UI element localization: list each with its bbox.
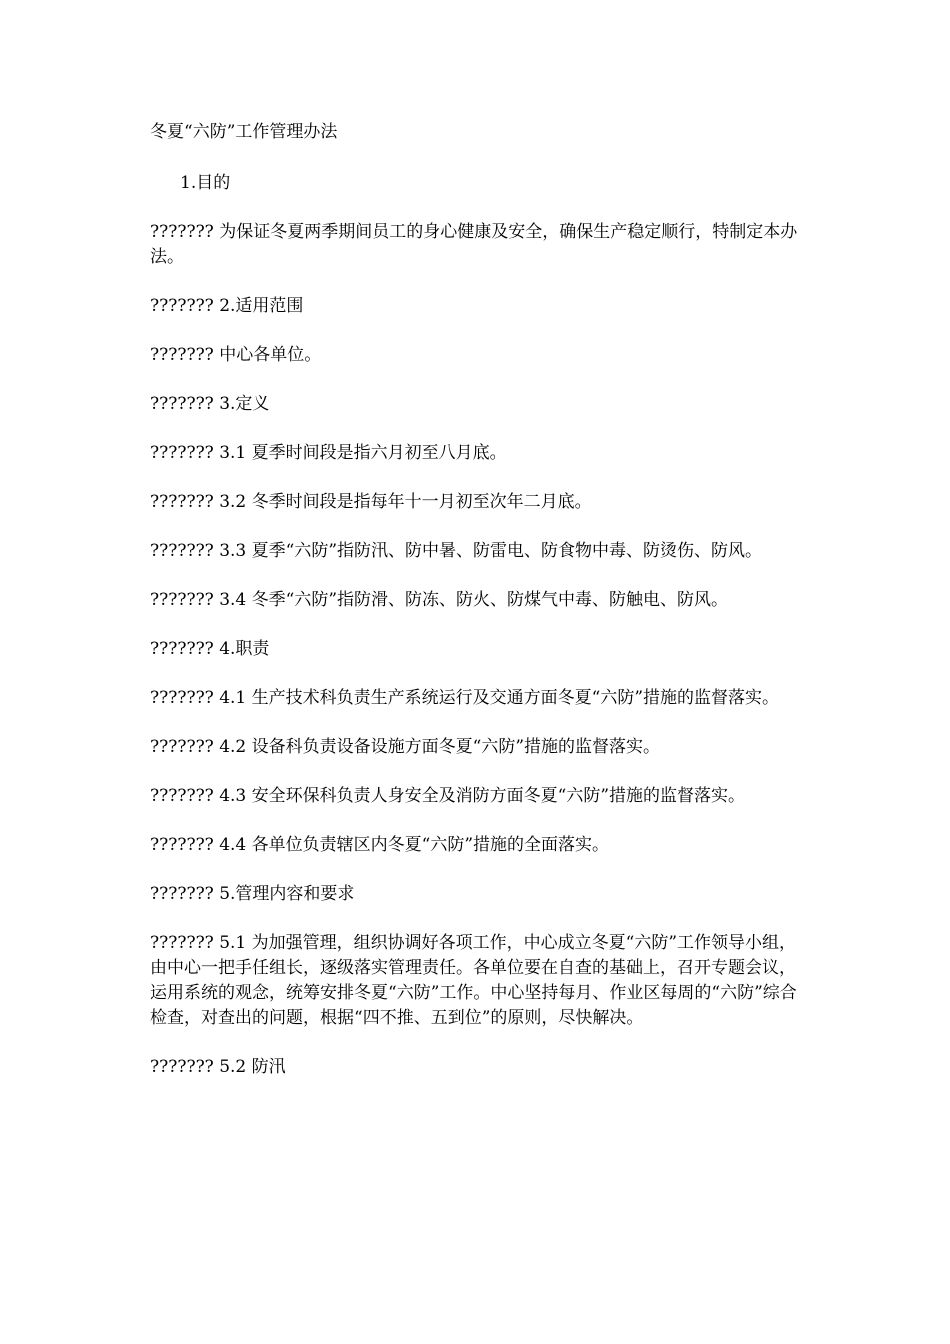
section-heading-definitions: ??????? 3.定义 <box>150 394 270 414</box>
paragraph-responsibility-4-4: ??????? 4.4 各单位负责辖区内冬夏“六防”措施的全面落实。 <box>150 835 610 855</box>
paragraph-definition-3-1: ??????? 3.1 夏季时间段是指六月初至八月底。 <box>150 443 507 463</box>
paragraph-purpose-text: ??????? 为保证冬夏两季期间员工的身心健康及安全，确保生产稳定顺行，特制定本办法。 <box>150 222 798 267</box>
paragraph-responsibility-4-1: ??????? 4.1 生产技术科负责生产系统运行及交通方面冬夏“六防”措施的监督落实。 <box>150 688 780 708</box>
paragraph-management-5-1: ??????? 5.1 为加强管理，组织协调好各项工作，中心成立冬夏“六防”工作领导小组，由中心一把手任组长，逐级落实管理责任。各单位要在自查的基础上，召开专题会议，运用系统的观念，统筹安排冬夏“六防”工作。中心坚持每月、作业区每周的“六防”综合检查，对查出的问题，根据“四不推、五到位”的原则，尽快解决。 <box>150 933 797 1028</box>
section-heading-purpose: 1.目的 <box>180 173 231 193</box>
paragraph-definition-3-2: ??????? 3.2 冬季时间段是指每年十一月初至次年二月底。 <box>150 492 592 512</box>
section-heading-management: ??????? 5.管理内容和要求 <box>150 884 355 904</box>
paragraph-scope-text: ??????? 中心各单位。 <box>150 345 322 365</box>
section-heading-scope: ??????? 2.适用范围 <box>150 296 304 316</box>
section-heading-responsibilities: ??????? 4.职责 <box>150 639 270 659</box>
paragraph-definition-3-3: ??????? 3.3 夏季“六防”指防汛、防中暑、防雷电、防食物中毒、防烫伤、防风。 <box>150 541 763 561</box>
paragraph-responsibility-4-2: ??????? 4.2 设备科负责设备设施方面冬夏“六防”措施的监督落实。 <box>150 737 661 757</box>
document-title: 冬夏“六防”工作管理办法 <box>150 122 338 142</box>
document-body <box>150 120 810 1104</box>
paragraph-responsibility-4-3: ??????? 4.3 安全环保科负责人身安全及消防方面冬夏“六防”措施的监督落实。 <box>150 786 746 806</box>
paragraph-definition-3-4: ??????? 3.4 冬季“六防”指防滑、防冻、防火、防煤气中毒、防触电、防风。 <box>150 590 729 610</box>
section-heading-flood-prevention: ??????? 5.2 防汛 <box>150 1057 286 1077</box>
